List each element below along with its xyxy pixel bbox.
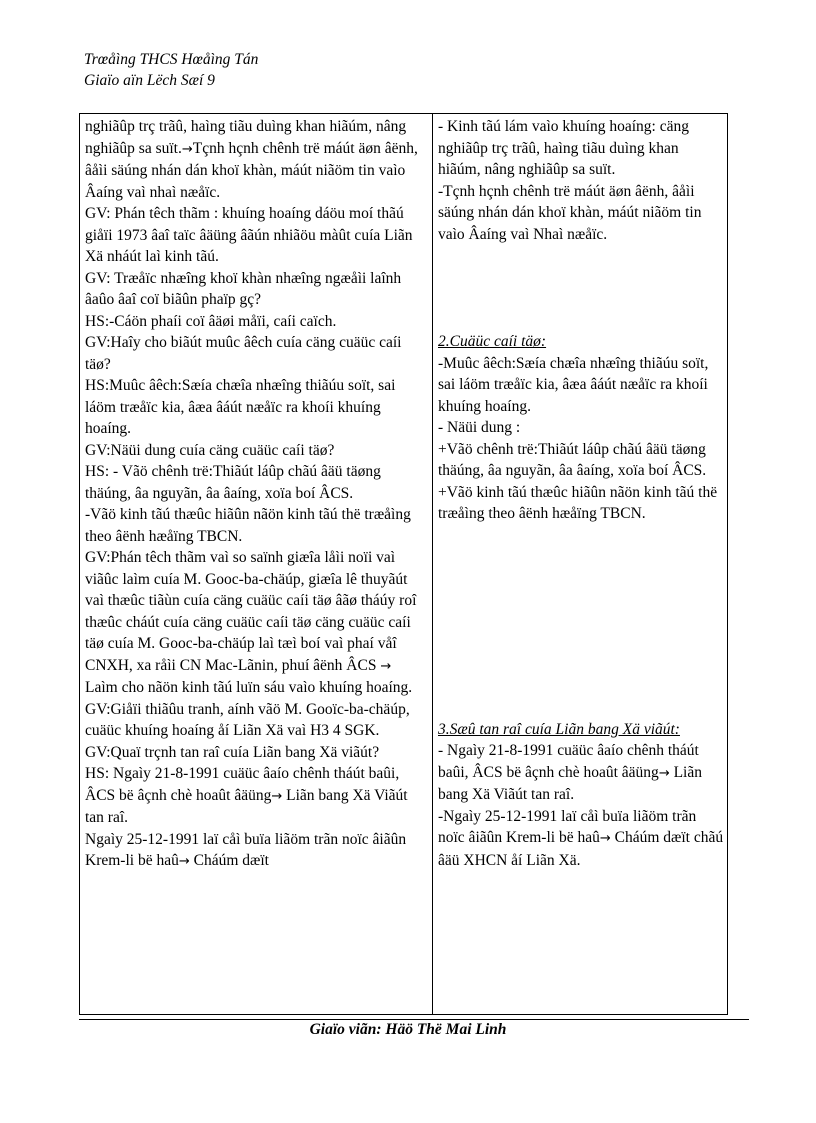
- left-paragraph: Ngaìy 25-12-1991 laï cåì buïa liãöm trãn noïc âiãûn Krem-li bë haû→ Cháúm dæït: [85, 830, 407, 869]
- left-paragraph: GV: Phán têch thãm : khuíng hoaíng dáöu moí thãú giåïi 1973 âaî taïc âäüng âãún nhiãöu màût cuía Liãn Xä nháút laì kinh tãú.: [85, 205, 413, 265]
- section-3-title: 3.Sæû tan raî cuía Liãn bang Xä viãút:: [438, 720, 680, 738]
- left-paragraph: GV: Træåïc nhæîng khoï khàn nhæîng ngæåìi laînh âaûo âaî coï biãûn phaïp gç?: [85, 269, 402, 308]
- lesson-table: [79, 113, 728, 1015]
- left-paragraph: GV:Quaï trçnh tan raî cuía Liãn bang Xä viãút?: [85, 743, 380, 761]
- arrow-right-icon: →: [599, 831, 611, 846]
- right-paragraph: -Muûc âêch:Sæía chæîa nhæîng thiãúu soït, sai láöm træåïc kia, âæa âáút næåïc ra khoíi khuíng hoaíng.: [438, 354, 709, 415]
- left-paragraph: HS:Muûc âêch:Sæía chæîa nhæîng thiãúu soït, sai láöm træåïc kia, âæa âáút næåïc ra khoíi khuíng hoaíng.: [85, 377, 396, 437]
- arrow-right-icon: →: [178, 854, 190, 869]
- header-subject: Giaïo aïn Lëch Sæí 9: [84, 72, 215, 89]
- left-paragraph: HS: Ngaìy 21-8-1991 cuäüc âaío chênh tháút baûi, ÂCS bë âçnh chè hoaût âäüng→ Liãn bang Xä Viãút tan raî.: [85, 765, 408, 826]
- right-paragraph: +Vãö chênh trë:Thiãút láûp chãú âäü täøng thäúng, âa nguyãn, âa âaíng, xoïa boí ÂCS.: [438, 440, 707, 479]
- left-paragraph: GV:Haîy cho biãút muûc âêch cuía cäng cuäüc caíi täø?: [85, 334, 402, 373]
- lesson-content-column: [438, 116, 724, 871]
- right-paragraph: +Vãö kinh tãú thæûc hiãûn nãön kinh tãú thë træåìng theo âënh hæåïng TBCN.: [438, 483, 718, 522]
- right-paragraph: -Ngaìy 25-12-1991 laï cåì buïa liãöm trãn noïc âiãûn Krem-li bë haû→ Cháúm dæït chãú âäü XHCN åí Liãn Xä.: [438, 807, 724, 869]
- footer-teacher: Giaïo viãn: Häö Thë Mai Linh: [309, 1021, 507, 1038]
- right-paragraph: - Ngaìy 21-8-1991 cuäüc âaío chênh tháút baûi, ÂCS bë âçnh chè hoaût âäüng→ Liãn bang Xä Viãút tan raî.: [438, 742, 702, 803]
- left-paragraph: nghiãûp trç trãû, haìng tiãu duìng khan hiãúm, nâng nghiãûp sa suït.→Tçnh hçnh chênh trë máút äøn âënh, âåìi säúng nhán dán khoï khàn, máút niãöm tin vaìo Âaíng vaì nhaì næåïc.: [85, 118, 418, 201]
- left-paragraph: HS:-Cáön phaíi coï âäøi måïi, caíi caïch.: [85, 312, 337, 330]
- left-paragraph: GV:Näüi dung cuía cäng cuäüc caíi täø?: [85, 441, 335, 459]
- left-paragraph: GV:Giåïi thiãûu tranh, aính vãö M. Gooïc-ba-chäúp, cuäüc khuíng hoaíng åí Liãn Xä vaì H3 4 SGK.: [85, 700, 410, 739]
- arrow-right-icon: →: [181, 141, 193, 157]
- column-divider: [432, 114, 433, 1014]
- footer-rule: [79, 1019, 749, 1020]
- left-paragraph: -Vãö kinh tãú thæûc hiãûn nãön kinh tãú thë træåìng theo âënh hæåïng TBCN.: [85, 506, 411, 545]
- right-paragraph: - Kinh tãú lám vaìo khuíng hoaíng: cäng nghiãûp trç trãû, haìng tiãu duìng khan hiãúm, nâng nghiãûp sa suït.: [438, 118, 689, 178]
- arrow-right-icon: →: [658, 765, 670, 781]
- right-paragraph: -Tçnh hçnh chênh trë máút äøn âënh, âåìi säúng nhán dán khoï khàn, máút niãöm tin vaìo Âaíng vaì Nhaì næåïc.: [438, 182, 702, 243]
- right-paragraph: - Näüi dung :: [438, 419, 521, 436]
- left-paragraph: HS: - Vãö chênh trë:Thiãút láûp chãú âäü täøng thäúng, âa nguyãn, âa âaíng, xoïa boí ÂCS.: [85, 463, 381, 502]
- teacher-student-activity-column: [85, 116, 427, 873]
- left-paragraph: GV:Phán têch thãm vaì so saïnh giæîa låìi noïi vaì viãûc laìm cuía M. Gooc-ba-chäúp, giæîa lê thuyãút vaì thæûc tiãùn cuía cäng cuäüc caíi täø âãø tháúy roî thæûc cháút cuía cäng cuäüc caíi täø cäng cuäüc caíi täø cuía M. Gooc-ba-chäúp laì tæì boí vaì phaí våî CNXH, xa råìi CN Mac-Lãnin, phuí âënh ÂCS → Laìm cho nãön kinh tãú luïn sáu vaìo khuíng hoaíng.: [85, 549, 417, 696]
- section-2-title: 2.Cuäüc caíi täø:: [438, 333, 547, 350]
- header-school: Trœåìng THCS Hœåìng Tán: [84, 51, 259, 68]
- arrow-right-icon: →: [271, 788, 283, 804]
- arrow-right-icon: →: [380, 658, 392, 674]
